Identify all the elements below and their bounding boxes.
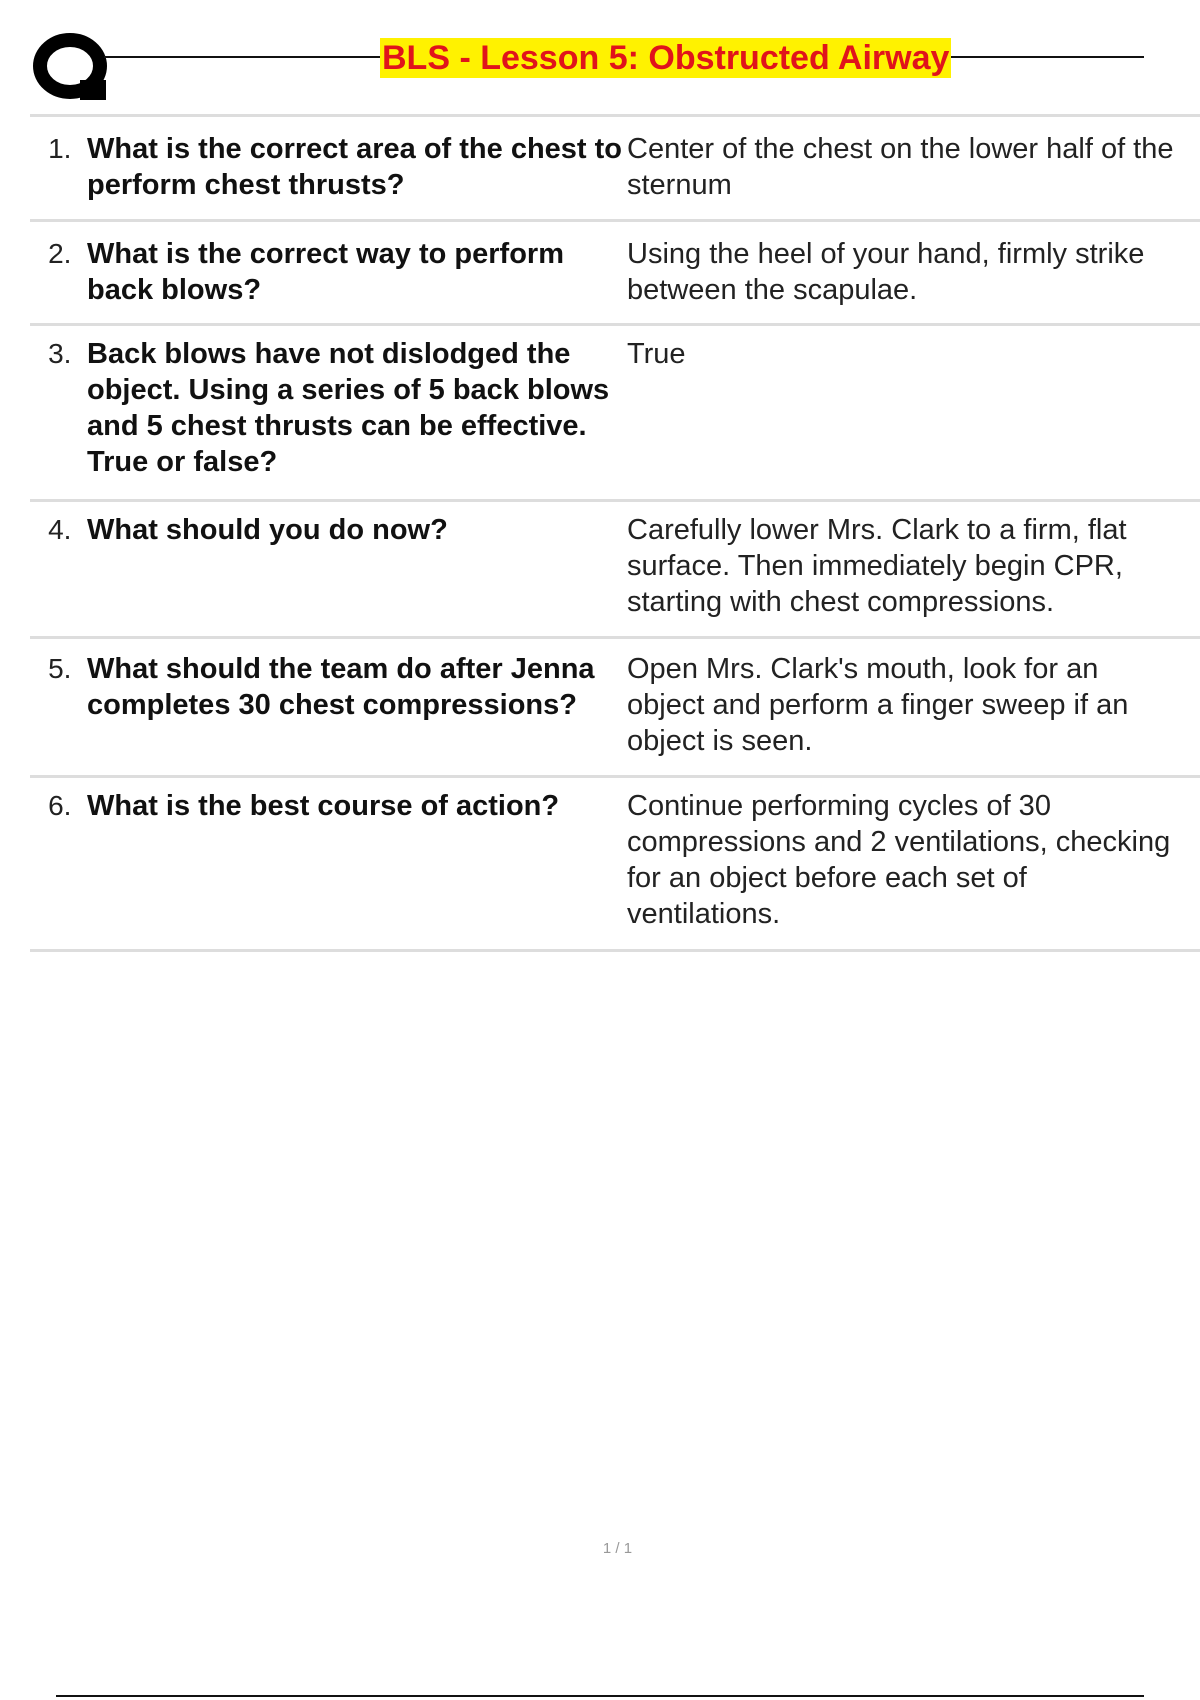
answer-text: Using the heel of your hand, firmly strike between the scapulae. — [627, 238, 1145, 306]
question-cell — [30, 512, 627, 636]
answer-text: Carefully lower Mrs. Clark to a firm, flat surface. Then immediately begin CPR, starting with chest compressions. — [627, 514, 1127, 618]
question-text: What is the correct area of the chest to perform chest thrusts? — [87, 133, 623, 201]
answer-text: Open Mrs. Clark's mouth, look for an object and perform a finger sweep if an object is seen. — [627, 653, 1129, 757]
question-text: What should you do now? — [87, 514, 448, 546]
question-text: What is the best course of action? — [87, 790, 560, 822]
question-cell — [30, 236, 627, 323]
question-text: What is the correct way to perform back blows? — [87, 238, 564, 306]
page-indicator: 1 / 1 — [602, 1540, 633, 1557]
answer-text: True — [627, 338, 686, 370]
question-cell — [30, 131, 627, 219]
question-number: 1. — [48, 133, 72, 164]
qa-row — [30, 222, 1200, 326]
qa-row — [30, 326, 1200, 502]
question-cell — [30, 336, 627, 499]
question-text: What should the team do after Jenna completes 30 chest compressions? — [87, 653, 595, 721]
document-header — [0, 0, 1200, 115]
answer-text: Continue performing cycles of 30 compressions and 2 ventilations, checking for an object before each set of ventilations. — [627, 790, 1171, 930]
qa-table — [30, 114, 1200, 952]
question-number: 2. — [48, 238, 72, 269]
question-number: 6. — [48, 790, 72, 821]
page-title: BLS - Lesson 5: Obstructed Airway — [382, 39, 950, 77]
answer-text: Center of the chest on the lower half of the sternum — [627, 133, 1174, 201]
q-logo-icon — [30, 30, 112, 106]
question-number: 4. — [48, 514, 72, 545]
question-number: 5. — [48, 653, 72, 684]
question-cell — [30, 788, 627, 949]
qa-row — [30, 778, 1200, 952]
question-text: Back blows have not dislodged the object. Using a series of 5 back blows and 5 chest thrusts can be effective. True or false? — [87, 338, 610, 478]
question-number: 3. — [48, 338, 72, 369]
qa-row — [30, 639, 1200, 778]
footer-rule — [56, 1695, 1144, 1697]
question-cell — [30, 651, 627, 775]
qa-row — [30, 117, 1200, 222]
qa-row — [30, 502, 1200, 639]
